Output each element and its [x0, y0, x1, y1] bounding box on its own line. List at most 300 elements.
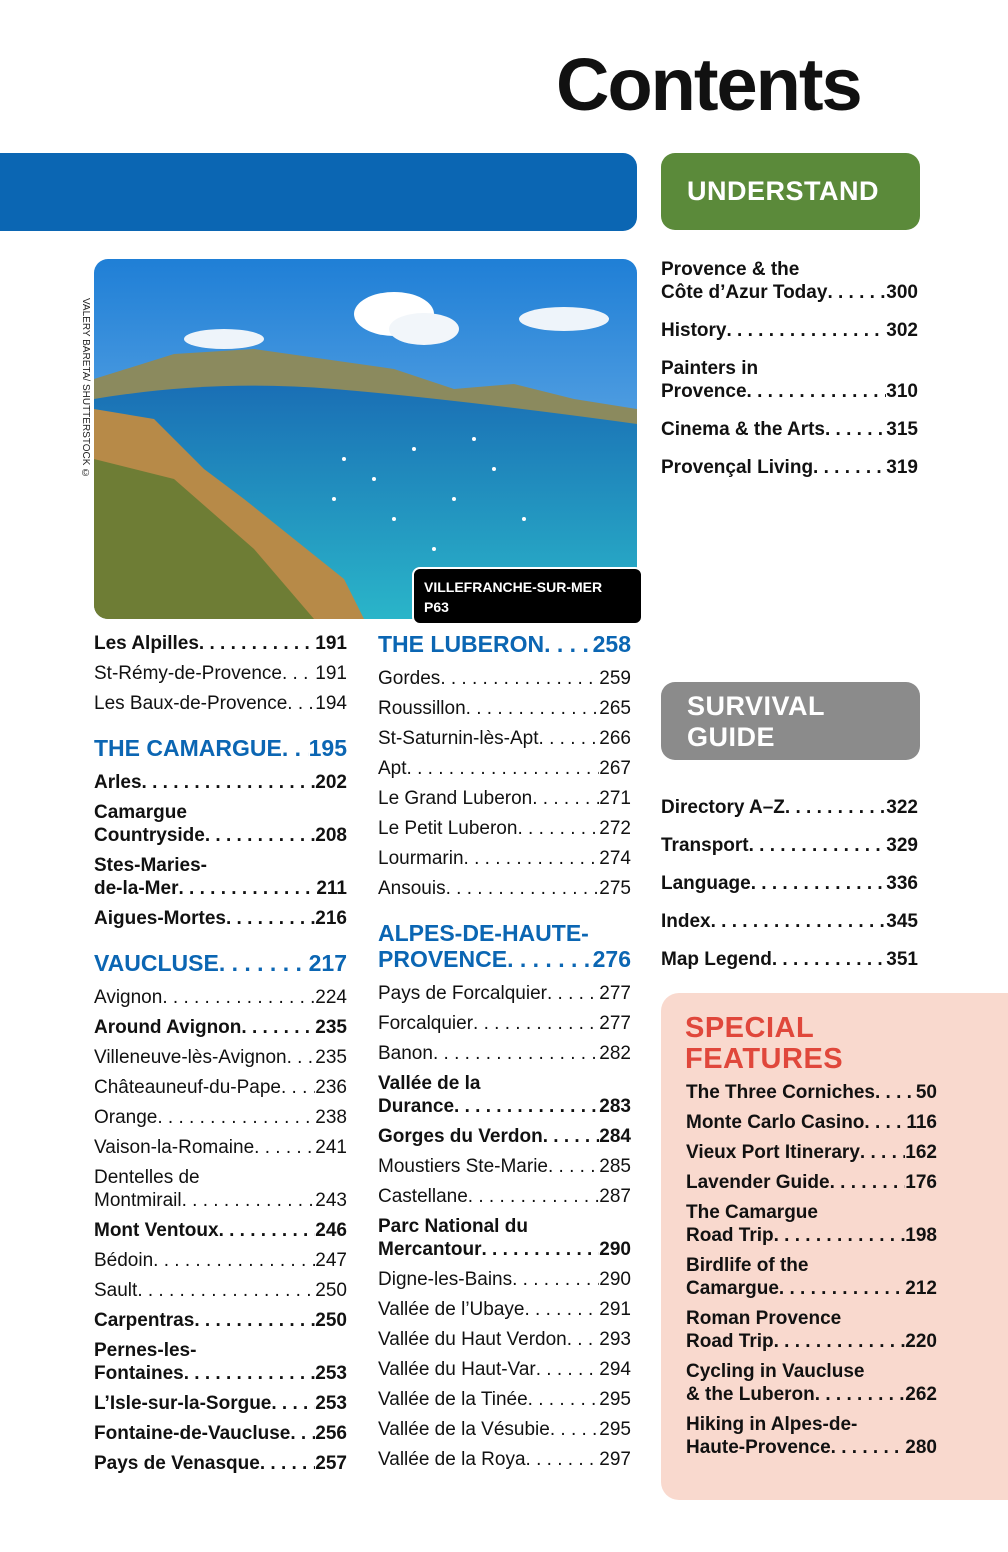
toc-entry[interactable]: [378, 982, 631, 1005]
entry-row: [686, 1081, 937, 1104]
dot-leader: [281, 1076, 315, 1099]
entry-label-line: The Camargue: [686, 1202, 818, 1223]
bay-landscape-image: [94, 259, 637, 619]
entry-page-number: 295: [599, 1389, 631, 1410]
entry-page-number: 241: [315, 1137, 347, 1158]
entry-page-number: 310: [886, 381, 918, 402]
survival-label-line-1: SURVIVAL: [687, 691, 826, 721]
entry-row: [378, 787, 631, 810]
toc-entry[interactable]: [378, 1155, 631, 1178]
toc-entry[interactable]: [94, 1339, 347, 1385]
entry-row: [94, 1219, 347, 1242]
entry-page-number: 162: [905, 1142, 937, 1163]
entry-label: Camargue: [686, 1278, 779, 1299]
entry-row: [94, 986, 347, 1009]
entry-label: Vallée de la Tinée: [378, 1389, 528, 1410]
dot-leader: [526, 1448, 600, 1471]
toc-entry[interactable]: [661, 456, 918, 479]
entry-row: [661, 380, 918, 403]
toc-entry[interactable]: [94, 907, 347, 930]
dot-leader: [517, 817, 599, 840]
entry-page-number: 319: [886, 457, 918, 478]
dot-leader: [182, 1189, 316, 1212]
entry-page-number: 276: [592, 946, 631, 972]
entry-label: Le Petit Luberon: [378, 818, 518, 839]
entry-label: History: [661, 320, 727, 341]
toc-entry[interactable]: [686, 1201, 937, 1247]
entry-page-number: 300: [886, 282, 918, 303]
dot-leader: [287, 692, 315, 715]
entry-page-number: 211: [316, 878, 347, 899]
entry-label: Bédoin: [94, 1250, 154, 1271]
entry-row: [94, 771, 347, 794]
entry-label: Pays de Venasque: [94, 1453, 260, 1474]
understand-list: [661, 258, 918, 494]
entry-label: Transport: [661, 835, 749, 856]
entry-page-number: 220: [905, 1331, 937, 1352]
toc-entry[interactable]: [378, 1185, 631, 1208]
dot-leader: [543, 1125, 600, 1148]
entry-page-number: 250: [315, 1280, 347, 1301]
entry-label: Le Grand Luberon: [378, 788, 533, 809]
entry-page-number: 208: [315, 825, 347, 846]
entry-row: [378, 1448, 631, 1471]
entry-label: Aigues-Mortes: [94, 908, 226, 929]
survival-guide-header: [661, 682, 920, 760]
entry-page-number: 295: [599, 1419, 631, 1440]
dot-leader: [831, 1436, 906, 1459]
entry-label: Banon: [378, 1043, 433, 1064]
entry-label: Pays de Forcalquier: [378, 983, 547, 1004]
entry-label: Vallée du Haut Verdon: [378, 1329, 567, 1350]
entry-label: Forcalquier: [378, 1013, 474, 1034]
entry-row: [94, 1362, 347, 1385]
entry-row: [94, 1189, 347, 1212]
entry-row: [378, 946, 631, 972]
toc-entry[interactable]: [378, 1042, 631, 1065]
toc-entry[interactable]: [378, 817, 631, 840]
dot-leader: [282, 735, 309, 761]
entry-row: [94, 692, 347, 715]
entry-label: Vallée de l’Ubaye: [378, 1299, 525, 1320]
toc-entry[interactable]: [94, 1392, 347, 1415]
entry-label: Orange: [94, 1107, 158, 1128]
entry-page-number: 191: [315, 663, 347, 684]
toc-entry[interactable]: [94, 1309, 347, 1332]
entry-row: [661, 834, 918, 857]
entry-page-number: 329: [886, 835, 918, 856]
toc-left-column: [94, 632, 347, 1482]
dot-leader: [440, 667, 599, 690]
toc-entry[interactable]: [686, 1360, 937, 1406]
entry-page-number: 235: [315, 1047, 347, 1068]
dot-leader: [547, 982, 599, 1005]
entry-page-number: 235: [315, 1017, 347, 1038]
entry-page-number: 195: [308, 735, 347, 761]
entry-label: Road Trip: [686, 1225, 774, 1246]
toc-entry[interactable]: [94, 1106, 347, 1129]
dot-leader: [199, 632, 315, 655]
entry-row: [378, 631, 631, 657]
entry-label: Fontaine-de-Vaucluse: [94, 1423, 291, 1444]
entry-label-line: Camargue: [94, 802, 187, 823]
entry-label: THE CAMARGUE: [94, 735, 282, 761]
entry-row: [661, 418, 918, 441]
entry-label-line: Pernes-les-: [94, 1340, 197, 1361]
entry-row: [661, 281, 918, 304]
toc-entry[interactable]: [378, 1215, 631, 1261]
entry-page-number: 282: [599, 1043, 631, 1064]
toc-entry[interactable]: [378, 787, 631, 810]
entry-row: [94, 1422, 347, 1445]
toc-entry[interactable]: [661, 910, 918, 933]
entry-label: L’Isle-sur-la-Sorgue: [94, 1393, 272, 1414]
toc-entry[interactable]: [94, 1166, 347, 1212]
dot-leader: [481, 1238, 599, 1261]
entry-row: [378, 727, 631, 750]
toc-entry[interactable]: [686, 1141, 937, 1164]
entry-page-number: 266: [599, 728, 631, 749]
toc-entry[interactable]: [378, 1358, 631, 1381]
dot-leader: [726, 319, 886, 342]
entry-label: Sault: [94, 1280, 138, 1301]
toc-entry[interactable]: [378, 1268, 631, 1291]
entry-row: [661, 872, 918, 895]
toc-entry[interactable]: [378, 877, 631, 900]
toc-entry[interactable]: [661, 948, 918, 971]
toc-entry[interactable]: [94, 1249, 347, 1272]
entry-row: [94, 1309, 347, 1332]
entry-row: [686, 1277, 937, 1300]
entry-row: [378, 1012, 631, 1035]
dot-leader: [827, 281, 886, 304]
entry-row: [378, 1268, 631, 1291]
toc-entry[interactable]: [686, 1413, 937, 1459]
toc-entry[interactable]: [94, 1219, 347, 1242]
entry-row: [661, 456, 918, 479]
entry-label: Arles: [94, 772, 142, 793]
dot-leader: [184, 1362, 316, 1385]
toc-entry[interactable]: [378, 1418, 631, 1441]
entry-row: [378, 1388, 631, 1411]
entry-page-number: 198: [905, 1225, 937, 1246]
entry-page-number: 277: [599, 1013, 631, 1034]
dot-leader: [532, 787, 599, 810]
dot-leader: [290, 1422, 315, 1445]
toc-entry[interactable]: [378, 1125, 631, 1148]
entry-row: [686, 1330, 937, 1353]
dot-leader: [544, 631, 593, 657]
dot-leader: [747, 380, 887, 403]
entry-label: Monte Carlo Casino: [686, 1112, 865, 1133]
entry-page-number: 202: [315, 772, 347, 793]
entry-page-number: 293: [599, 1329, 631, 1350]
entry-label: Vallée du Haut-Var: [378, 1359, 536, 1380]
entry-row: [378, 1042, 631, 1065]
dot-leader: [528, 1388, 600, 1411]
entry-page-number: 345: [886, 911, 918, 932]
toc-entry[interactable]: [661, 418, 918, 441]
entry-row: [378, 877, 631, 900]
entry-label: Montmirail: [94, 1190, 182, 1211]
entry-row: [378, 817, 631, 840]
toc-entry[interactable]: [94, 1452, 347, 1475]
toc-entry[interactable]: [94, 662, 347, 685]
special-label-line-2: FEATURES: [685, 1043, 844, 1075]
dot-leader: [813, 456, 886, 479]
entry-label: Provençal Living: [661, 457, 814, 478]
entry-label: Language: [661, 873, 751, 894]
entry-label-line: Dentelles de: [94, 1167, 200, 1188]
entry-page-number: 283: [599, 1096, 631, 1117]
toc-entry[interactable]: [378, 697, 631, 720]
entry-row: [94, 1452, 347, 1475]
entry-row: [378, 1185, 631, 1208]
dot-leader: [464, 847, 600, 870]
entry-row: [378, 1298, 631, 1321]
entry-row: [94, 1249, 347, 1272]
entry-page-number: 259: [599, 668, 631, 689]
toc-entry[interactable]: [661, 796, 918, 819]
entry-label: Vaison-la-Romaine: [94, 1137, 255, 1158]
entry-label-line: Birdlife of the: [686, 1255, 809, 1276]
toc-entry[interactable]: [686, 1254, 937, 1300]
toc-entry[interactable]: [94, 692, 347, 715]
entry-page-number: 284: [599, 1126, 631, 1147]
entry-page-number: 267: [599, 758, 631, 779]
entry-page-number: 290: [599, 1239, 631, 1260]
entry-row: [378, 1238, 631, 1261]
entry-label: Villeneuve-lès-Avignon: [94, 1047, 287, 1068]
entry-label: Vallée de la Roya: [378, 1449, 526, 1470]
entry-label: Around Avignon: [94, 1017, 242, 1038]
entry-row: [94, 1016, 347, 1039]
dot-leader: [468, 1185, 600, 1208]
special-features-header: [685, 1013, 843, 1075]
entry-label: Carpentras: [94, 1310, 195, 1331]
entry-label: de-la-Mer: [94, 878, 179, 899]
entry-label: Digne-les-Bains: [378, 1269, 513, 1290]
entry-label: Les Alpilles: [94, 633, 199, 654]
toc-entry[interactable]: [94, 986, 347, 1009]
entry-label: Road Trip: [686, 1331, 774, 1352]
dot-leader: [749, 834, 887, 857]
dot-leader: [226, 907, 315, 930]
entry-row: [378, 1418, 631, 1441]
entry-page-number: 194: [315, 693, 347, 714]
entry-page-number: 280: [905, 1437, 937, 1458]
toc-entry[interactable]: [378, 1012, 631, 1035]
dot-leader: [271, 1392, 315, 1415]
entry-label: Mercantour: [378, 1239, 482, 1260]
dot-leader: [548, 1155, 599, 1178]
entry-row: [686, 1224, 937, 1247]
dot-leader: [751, 872, 887, 895]
entry-row: [94, 662, 347, 685]
entry-page-number: 294: [599, 1359, 631, 1380]
entry-page-number: 302: [886, 320, 918, 341]
toc-entry[interactable]: [94, 1046, 347, 1069]
entry-page-number: 238: [315, 1107, 347, 1128]
toc-entry[interactable]: [378, 1328, 631, 1351]
toc-entry[interactable]: [378, 667, 631, 690]
entry-label-line: ALPES-DE-HAUTE-: [378, 920, 589, 946]
dot-leader: [466, 697, 600, 720]
special-label-line-1: SPECIAL: [685, 1012, 815, 1044]
dot-leader: [282, 662, 315, 685]
entry-label: Haute-Provence: [686, 1437, 831, 1458]
section-color-bar: [0, 153, 637, 231]
dot-leader: [815, 1383, 906, 1406]
entry-page-number: 297: [599, 1449, 631, 1470]
dot-leader: [772, 948, 886, 971]
entry-row: [94, 950, 347, 976]
entry-page-number: 253: [315, 1393, 347, 1414]
survival-list: [661, 796, 918, 986]
toc-entry[interactable]: [378, 1298, 631, 1321]
toc-entry[interactable]: [686, 1307, 937, 1353]
toc-entry[interactable]: [686, 1171, 937, 1194]
entry-label: Durance: [378, 1096, 455, 1117]
toc-entry[interactable]: [378, 1448, 631, 1471]
entry-page-number: 277: [599, 983, 631, 1004]
toc-entry[interactable]: [94, 854, 347, 900]
toc-entry[interactable]: [661, 258, 918, 304]
entry-page-number: 258: [592, 631, 631, 657]
dot-leader: [153, 1249, 315, 1272]
entry-page-number: 217: [308, 950, 347, 976]
toc-entry[interactable]: [686, 1111, 937, 1134]
toc-entry[interactable]: [94, 1279, 347, 1302]
entry-row: [94, 1106, 347, 1129]
entry-page-number: 176: [905, 1172, 937, 1193]
entry-row: [661, 796, 918, 819]
entry-label: Côte d’Azur Today: [661, 282, 828, 303]
entry-page-number: 257: [315, 1453, 347, 1474]
dot-leader: [774, 1224, 906, 1247]
section-heading[interactable]: [94, 735, 347, 761]
entry-row: [378, 1328, 631, 1351]
entry-label-line: Parc National du: [378, 1216, 528, 1237]
toc-entry[interactable]: [94, 1422, 347, 1445]
entry-page-number: 247: [315, 1250, 347, 1271]
dot-leader: [142, 771, 316, 794]
toc-entry[interactable]: [378, 727, 631, 750]
entry-row: [686, 1141, 937, 1164]
toc-entry[interactable]: [661, 357, 918, 403]
photo-credit: VALERY BARETA/ SHUTTERSTOCK ©: [80, 298, 91, 480]
dot-leader: [875, 1081, 916, 1104]
entry-page-number: 116: [906, 1112, 937, 1133]
entry-page-number: 315: [886, 419, 918, 440]
toc-entry[interactable]: [661, 872, 918, 895]
entry-page-number: 224: [315, 987, 347, 1008]
page-title: Contents: [556, 43, 861, 126]
toc-entry[interactable]: [94, 1136, 347, 1159]
toc-entry[interactable]: [378, 847, 631, 870]
dot-leader: [454, 1095, 599, 1118]
toc-entry[interactable]: [378, 757, 631, 780]
toc-entry[interactable]: [686, 1081, 937, 1104]
entry-label: Châteauneuf-du-Pape: [94, 1077, 281, 1098]
entry-page-number: 236: [315, 1077, 347, 1098]
entry-label: Lourmarin: [378, 848, 464, 869]
dot-leader: [433, 1042, 599, 1065]
entry-label: Map Legend: [661, 949, 772, 970]
dot-leader: [473, 1012, 599, 1035]
section-heading[interactable]: [378, 920, 631, 972]
entry-label: Vieux Port Itinerary: [686, 1142, 860, 1163]
entry-label: Lavender Guide: [686, 1172, 830, 1193]
entry-page-number: 216: [315, 908, 347, 929]
entry-label: Moustiers Ste-Marie: [378, 1156, 548, 1177]
entry-page-number: 290: [599, 1269, 631, 1290]
dot-leader: [162, 986, 315, 1009]
entry-label: Countryside: [94, 825, 205, 846]
dot-leader: [178, 877, 316, 900]
entry-row: [94, 1392, 347, 1415]
dot-leader: [219, 950, 309, 976]
entry-label-line: Hiking in Alpes-de-: [686, 1414, 858, 1435]
toc-entry[interactable]: [661, 834, 918, 857]
toc-entry[interactable]: [661, 319, 918, 342]
entry-row: [378, 667, 631, 690]
section-heading[interactable]: [378, 631, 631, 657]
toc-entry[interactable]: [94, 1016, 347, 1039]
entry-label: Apt: [378, 758, 407, 779]
toc-entry[interactable]: [94, 801, 347, 847]
dot-leader: [550, 1418, 599, 1441]
entry-row: [686, 1171, 937, 1194]
entry-label: Roussillon: [378, 698, 466, 719]
dot-leader: [241, 1016, 315, 1039]
entry-label: Provence: [661, 381, 747, 402]
entry-row: [378, 1155, 631, 1178]
toc-entry[interactable]: [378, 1072, 631, 1118]
dot-leader: [864, 1111, 906, 1134]
entry-page-number: 271: [599, 788, 631, 809]
toc-entry[interactable]: [94, 1076, 347, 1099]
dot-leader: [524, 1298, 599, 1321]
entry-row: [94, 877, 347, 900]
entry-row: [94, 1279, 347, 1302]
entry-row: [686, 1383, 937, 1406]
caption-title: VILLEFRANCHE-SUR-MER: [424, 579, 603, 595]
entry-row: [94, 632, 347, 655]
entry-page-number: 243: [315, 1190, 347, 1211]
section-heading[interactable]: [94, 950, 347, 976]
dot-leader: [254, 1136, 315, 1159]
entry-row: [378, 1358, 631, 1381]
entry-row: [378, 697, 631, 720]
entry-page-number: 272: [599, 818, 631, 839]
dot-leader: [830, 1171, 906, 1194]
cover-photo: [94, 259, 637, 619]
toc-entry[interactable]: [94, 771, 347, 794]
entry-label: Vallée de la Vésubie: [378, 1419, 550, 1440]
toc-entry[interactable]: [94, 632, 347, 655]
entry-page-number: 265: [599, 698, 631, 719]
dot-leader: [194, 1309, 315, 1332]
dot-leader: [137, 1279, 315, 1302]
toc-entry[interactable]: [378, 1388, 631, 1411]
entry-row: [378, 982, 631, 1005]
entry-row: [94, 1076, 347, 1099]
dot-leader: [512, 1268, 599, 1291]
dot-leader: [407, 757, 600, 780]
entry-label: Directory A–Z: [661, 797, 785, 818]
dot-leader: [446, 877, 600, 900]
